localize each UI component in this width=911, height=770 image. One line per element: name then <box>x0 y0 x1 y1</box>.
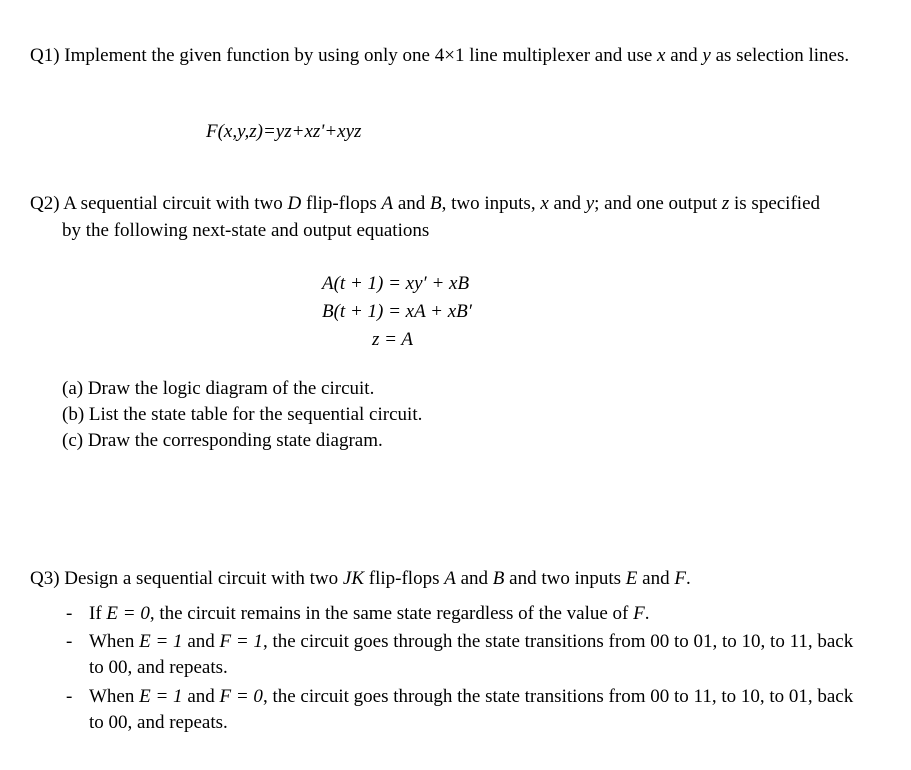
q2-var-d: D <box>287 193 302 214</box>
q2-var-x: x <box>540 193 549 214</box>
q2-part-b: (b) List the state table for the sequential circuit. <box>62 404 423 425</box>
q3-bullet-2-line2: to 00, and repeats. <box>89 657 228 678</box>
q3-var-a: A <box>444 568 456 589</box>
q3-b1-pre: If <box>89 603 107 624</box>
q3-b1-mid: , the circuit remains in the same state regardless of the value of <box>149 603 634 624</box>
q3-var-jk: JK <box>342 568 365 589</box>
q3-bullet-1 <box>89 600 649 627</box>
equation-a: A(t + 1) = xy′ + xB <box>322 273 470 294</box>
q2-var-y: y <box>585 193 595 214</box>
q2-text-post: is specified <box>729 193 821 214</box>
q3-text-pre: Q3) Design a sequential circuit with two <box>30 568 343 589</box>
q2-var-z: z <box>721 193 730 214</box>
q2-var-b: B <box>430 193 442 214</box>
q3-var-f: F <box>674 568 686 589</box>
q3-b1-cond: E = 0 <box>106 603 150 624</box>
q3-b1-end: . <box>644 603 650 624</box>
q3-b3-and: and <box>182 686 220 707</box>
q3-text-mid1: flip-flops <box>364 568 445 589</box>
q2-statement-line2: by the following next-state and output equations <box>62 220 430 241</box>
q2-text-mid1: flip-flops <box>301 193 382 214</box>
q3-b3-post: , the circuit goes through the state transitions from 00 to 11, to 10, to 01, back <box>262 686 854 707</box>
q2-part-a: (a) Draw the logic diagram of the circuit. <box>62 378 375 399</box>
q1-text-post: as selection lines. <box>710 45 850 66</box>
q3-text-mid2: and two inputs <box>504 568 626 589</box>
bullet-dash: - <box>66 686 73 707</box>
q2-statement-line1 <box>30 190 820 217</box>
q3-b3-when: When <box>89 686 140 707</box>
q3-b3-f: F = 0 <box>219 686 263 707</box>
q3-text-end: . <box>685 568 691 589</box>
q3-text-and2: and <box>637 568 675 589</box>
q2-text-pre: Q2) A sequential circuit with two <box>30 193 288 214</box>
q2-text-and1: and <box>393 193 431 214</box>
q1-function: F(x,y,z)=yz+xz'+xyz <box>206 121 362 142</box>
q2-var-a: A <box>381 193 394 214</box>
q3-b2-post: , the circuit goes through the state transitions from 00 to 01, to 10, to 11, back <box>262 631 854 652</box>
q2-text-and2: and <box>548 193 586 214</box>
equation-b: B(t + 1) = xA + xB′ <box>322 301 472 322</box>
q1-statement <box>30 42 849 69</box>
q3-bullet-3-line1 <box>89 683 853 710</box>
q3-b1-f: F <box>633 603 645 624</box>
bullet-dash: - <box>66 603 73 624</box>
q3-b2-when: When <box>89 631 140 652</box>
q1-text-and: and <box>665 45 703 66</box>
q3-bullet-3-line2: to 00, and repeats. <box>89 712 228 733</box>
q3-b2-e: E = 1 <box>139 631 183 652</box>
q2-part-c: (c) Draw the corresponding state diagram. <box>62 430 383 451</box>
q1-var-x: x <box>657 45 666 66</box>
q3-text-and1: and <box>455 568 493 589</box>
equation-z: z = A <box>372 329 413 350</box>
q3-b3-e: E = 1 <box>139 686 183 707</box>
q3-var-b: B <box>492 568 505 589</box>
q3-b2-f: F = 1 <box>219 631 263 652</box>
q1-text-pre: Q1) Implement the given function by using only one 4×1 line multiplexer and use <box>30 45 658 66</box>
q2-text-mid2: , two inputs, <box>441 193 541 214</box>
bullet-dash: - <box>66 631 73 652</box>
q3-var-e: E <box>625 568 638 589</box>
q2-text-mid3: ; and one output <box>594 193 722 214</box>
q3-bullet-2-line1 <box>89 628 853 655</box>
q1-var-y: y <box>702 45 711 66</box>
q3-statement <box>30 565 691 592</box>
q3-b2-and: and <box>182 631 220 652</box>
